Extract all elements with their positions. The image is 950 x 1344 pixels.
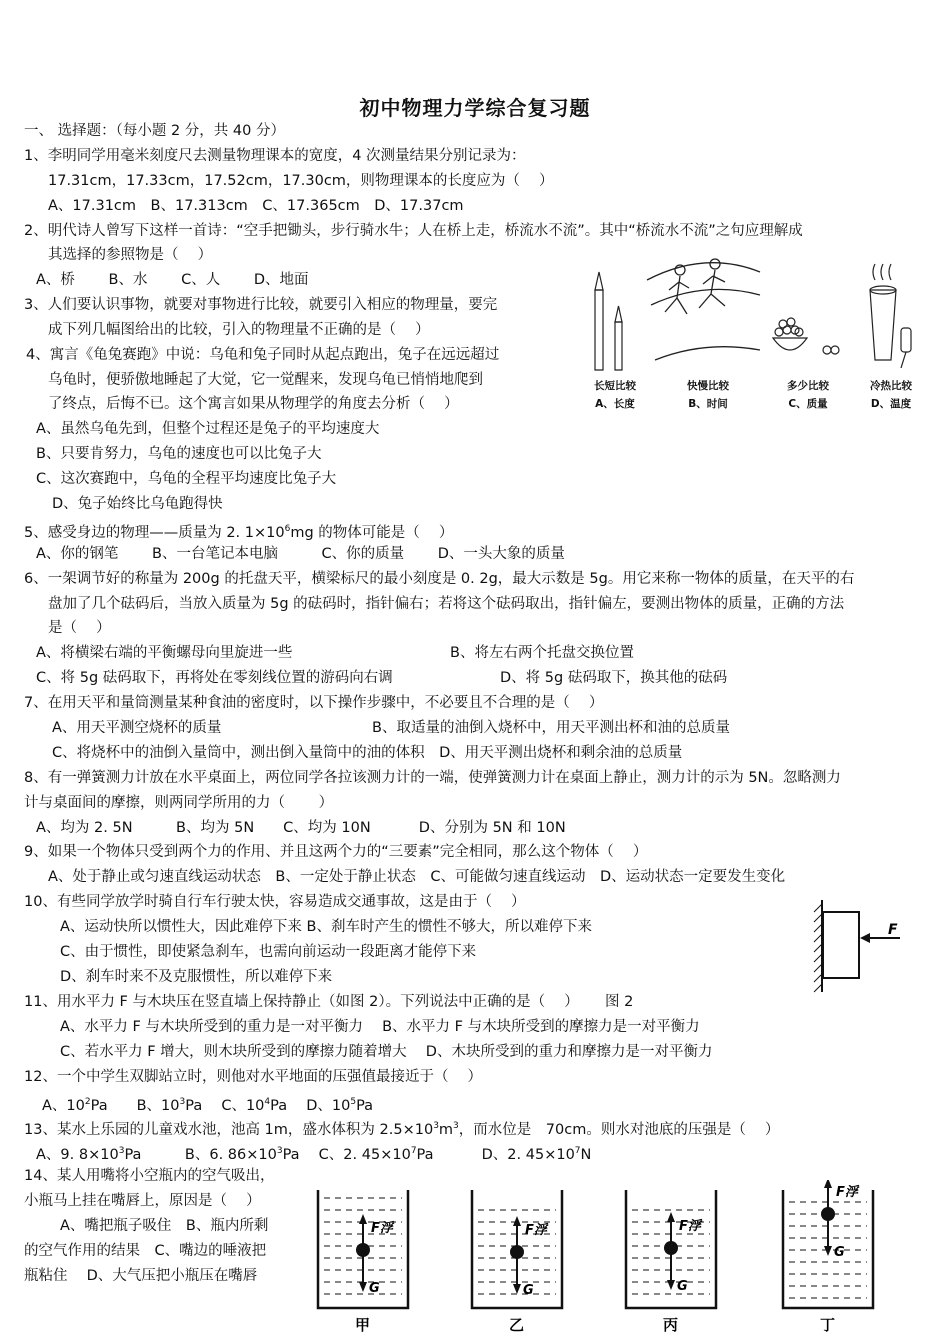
figure-beakers: [310, 1180, 910, 1340]
question-1-stem-cont: 17.31cm，17.33cm，17.52cm，17.30cm，则物理课本的长度应为（ ）: [48, 173, 554, 189]
question-14-options-1: A、嘴把瓶子吸住 B、瓶内所剩: [60, 1218, 269, 1234]
gravity-label: G: [834, 1245, 845, 1260]
hot-cold-icon: [870, 264, 911, 368]
question-10-options-ab: A、运动快所以惯性大，因此难停下来 B、刹车时产生的惯性不够大，所以难停下来: [60, 919, 592, 935]
question-10-stem: 10、有些同学放学时骑自行车行驶太快，容易造成交通事故，这是由于（ ）: [24, 894, 526, 910]
runners-icon: [647, 259, 760, 360]
beakers-diagram: [310, 1180, 910, 1340]
question-4-stem-cont: 乌龟时，便骄傲地睡起了大觉，它一觉醒来，发现乌龟已悄悄地爬到: [48, 372, 483, 388]
caption-length: 长短比较: [594, 380, 636, 392]
beaker-label: 甲: [355, 1316, 371, 1334]
option-length: A、长度: [595, 398, 635, 410]
buoyancy-arrowhead: [824, 1180, 832, 1188]
question-6-option-a: A、将横梁右端的平衡螺母向里旋进一些: [36, 645, 293, 661]
question-7-stem: 7、在用天平和量筒测量某种食油的密度时，以下操作步骤中，不必要且不合理的是（ ）: [24, 695, 604, 711]
question-2-stem-cont: 其选择的参照物是（ ）: [48, 247, 213, 263]
buoyancy-label: F浮: [525, 1223, 547, 1238]
pencils-icon: [595, 272, 622, 370]
section-heading: 一、 选择题：（每小题 2 分，共 40 分）: [24, 123, 285, 139]
question-14-stem: 14、某人用嘴将小空瓶内的空气吸出，: [24, 1168, 275, 1184]
egg-basket-icon: [773, 318, 839, 354]
question-9-stem: 9、如果一个物体只受到两个力的作用、并且这两个力的“三要素”完全相同，那么这个物体（ ）: [24, 844, 648, 860]
question-7-option-a: A、用天平测空烧杯的质量: [52, 720, 222, 736]
question-7-options-cd: C、将烧杯中的油倒入量筒中，测出倒入量筒中的油的体积 D、用天平测出烧杯和剩余油的总质量: [52, 745, 683, 761]
buoyancy-label: F浮: [679, 1219, 701, 1234]
question-5-options: A、你的钢笔 B、一台笔记本电脑 C、你的质量 D、一头大象的质量: [36, 546, 565, 562]
gravity-label: G: [677, 1279, 688, 1294]
gravity-arrowhead: [513, 1284, 521, 1294]
question-6-stem-cont: 盘加了几个砝码后，当放入质量为 5g 的砝码时，指针偏右；若将这个砝码取出，指针偏左，要测出物体的质量，正确的方法: [48, 596, 845, 612]
question-8-options: A、均为 2. 5N B、均为 5N C、均为 10N D、分别为 5N 和 10N: [36, 820, 566, 836]
question-2-options: A、桥 B、水 C、人 D、地面: [36, 272, 309, 288]
caption-temperature: 冷热比较: [870, 380, 912, 392]
question-12-options: A、$10^2Pa$ B、$10^3Pa$ C、$10^4Pa$ D、$10^5Pa$: [42, 1097, 374, 1114]
buoyancy-label: F浮: [836, 1185, 858, 1200]
question-4-option-c: C、这次赛跑中，乌龟的全程平均速度比兔子大: [36, 471, 337, 487]
caption-speed: 快慢比较: [687, 380, 729, 392]
question-11-options-cd: C、若水平力 F 增大，则木块所受到的摩擦力随着增大 D、木块所受到的重力和摩擦力是一对平衡力: [60, 1044, 713, 1060]
option-temperature: D、温度: [870, 398, 912, 410]
caption-quantity: 多少比较: [787, 380, 829, 392]
beaker-label: 乙: [509, 1316, 525, 1334]
question-9-options: A、处于静止或匀速直线运动状态 B、一定处于静止状态 C、可能做匀速直线运动 D、运动状态一定要发生变化: [48, 869, 786, 885]
question-4-stem: 4、寓言《龟兔赛跑》中说：乌龟和兔子同时从起点跑出，兔子在远远超过: [26, 347, 500, 363]
gravity-arrowhead: [824, 1246, 832, 1256]
beaker-label: 丁: [820, 1316, 836, 1334]
page-title: 初中物理力学综合复习题: [359, 96, 591, 120]
question-2-stem: 2、明代诗人曾写下这样一首诗：“空手把锄头，步行骑水牛；人在桥上走，桥流水不流”。其中“桥流水不流”之句应理解成: [24, 223, 803, 239]
question-3-stem: 3、人们要认识事物，就要对事物进行比较，就要引入相应的物理量，要完: [24, 297, 498, 313]
question-11-options-ab: A、水平力 F 与木块所受到的重力是一对平衡力 B、水平力 F 与木块所受到的摩擦力是一对平衡力: [60, 1019, 700, 1035]
force-label: F: [888, 922, 898, 938]
question-13-stem: 13、某水上乐园的儿童戏水池，池高 1m，盛水体积为 $2.5\times 10^3m^3$，而水位是 70cm。则水对池底的压强是（ ）: [24, 1121, 780, 1138]
question-14-options-2: 的空气作用的结果 C、嘴边的唾液把: [24, 1243, 267, 1259]
question-13-options: A、9. $8\times 10^3Pa$ B、6. $86\times 10^3Pa$ C、2. $45\times 10^7Pa$ D、2. $45\times 10^7N$: [36, 1146, 592, 1163]
gravity-label: G: [523, 1283, 534, 1298]
question-1-options: A、17.31cm B、17.313cm C、17.365cm D、17.37cm: [48, 198, 464, 214]
question-6-option-b: B、将左右两个托盘交换位置: [450, 645, 634, 661]
question-3-stem-cont: 成下列几幅图给出的比较，引入的物理量不正确的是（ ）: [48, 322, 430, 338]
gravity-label: G: [369, 1281, 380, 1296]
question-11-stem: 11、用水平力 F 与木块压在竖直墙上保持静止（如图 2）。下列说法中正确的是（ ） 图 2: [24, 994, 634, 1010]
gravity-arrowhead: [667, 1280, 675, 1290]
question-14-stem-cont: 小瓶马上挂在嘴唇上，原因是（ ）: [24, 1193, 261, 1209]
question-4-stem-cont2: 了终点，后悔不已。这个寓言如果从物理学的角度去分析（ ）: [48, 396, 459, 412]
wall-block-diagram: [810, 900, 920, 995]
figure-wall-block: [810, 900, 920, 995]
floating-ball: [821, 1207, 835, 1221]
question-6-option-c: C、将 5g 砝码取下，再将处在零刻线位置的游码向右调: [36, 670, 393, 686]
question-8-stem-cont: 计与桌面间的摩擦，则两同学所用的力（ ）: [24, 795, 334, 811]
question-7-option-b: B、取适量的油倒入烧杯中，用天平测出杯和油的总质量: [372, 720, 730, 736]
question-4-option-d: D、兔子始终比乌龟跑得快: [52, 496, 223, 512]
question-10-option-c: C、由于惯性，即使紧急刹车，也需向前运动一段距离才能停下来: [60, 944, 477, 960]
figure-comparisons: [585, 250, 930, 420]
floating-ball: [664, 1241, 678, 1255]
question-4-option-a: A、虽然乌龟先到，但整个过程还是兔子的平均速度大: [36, 421, 380, 437]
question-5-stem: 5、感受身边的物理——质量为 2. $1\times 10^6mg$ 的物体可能是（ ）: [24, 524, 454, 541]
question-8-stem: 8、有一弹簧测力计放在水平桌面上，两位同学各拉该测力计的一端，使弹簧测力计在桌面上静止，测力计的示为 5N。忽略测力: [24, 770, 841, 786]
beaker-label: 丙: [663, 1316, 679, 1334]
question-10-option-d: D、刹车时来不及克服惯性，所以难停下来: [60, 969, 333, 985]
question-14-options-3: 瓶粘住 D、大气压把小瓶压在嘴唇: [24, 1268, 258, 1284]
buoyancy-arrowhead: [359, 1214, 367, 1224]
buoyancy-arrowhead: [513, 1216, 521, 1226]
question-6-option-d: D、将 5g 砝码取下，换其他的砝码: [500, 670, 728, 686]
floating-ball: [510, 1245, 524, 1259]
question-6-stem-cont2: 是（ ）: [48, 620, 111, 636]
option-mass: C、质量: [788, 398, 828, 410]
buoyancy-arrowhead: [667, 1212, 675, 1222]
option-time: B、时间: [688, 398, 728, 410]
floating-ball: [356, 1243, 370, 1257]
question-4-option-b: B、只要肯努力，乌龟的速度也可以比兔子大: [36, 446, 322, 462]
question-1-stem: 1、李明同学用毫米刻度尺去测量物理课本的宽度，4 次测量结果分别记录为：: [24, 148, 526, 164]
question-12-stem: 12、一个中学生双脚站立时，则他对水平地面的压强值最接近于（ ）: [24, 1069, 483, 1085]
question-6-stem: 6、一架调节好的称量为 200g 的托盘天平，横梁标尺的最小刻度是 0. 2g，最大示数是 5g。用它来称一物体的质量，在天平的右: [24, 571, 855, 587]
comparison-illustration: [585, 250, 930, 380]
gravity-arrowhead: [359, 1282, 367, 1292]
buoyancy-label: F浮: [371, 1221, 393, 1236]
